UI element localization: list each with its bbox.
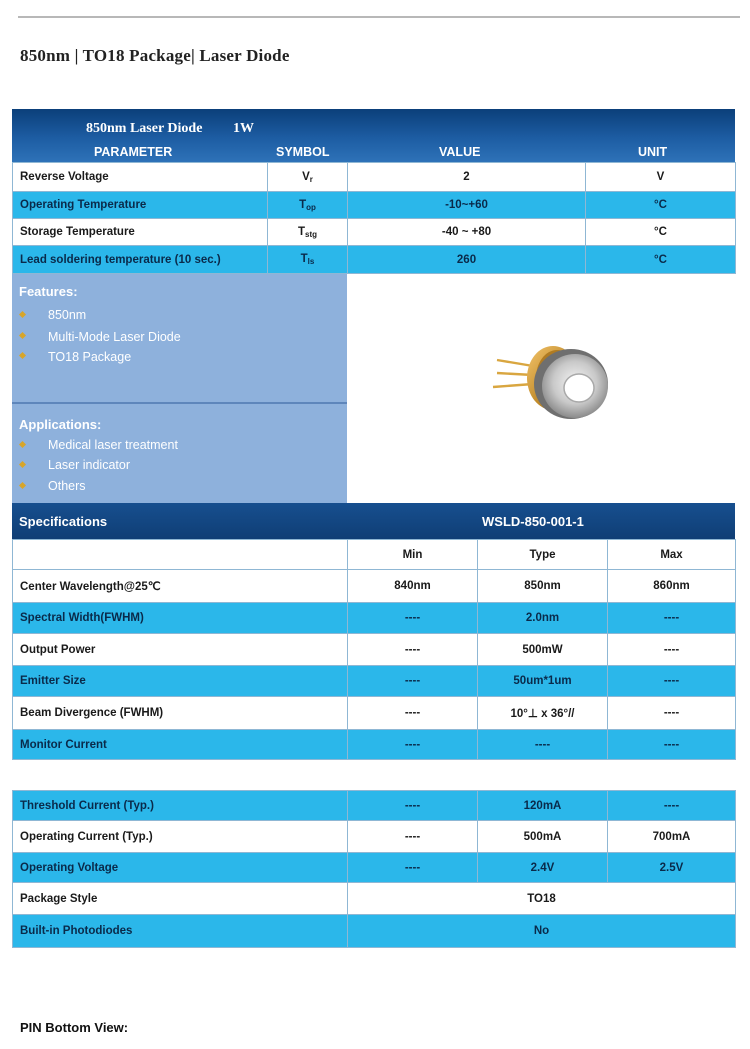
- specifications-table: [12, 539, 736, 948]
- bullet-icon: [19, 311, 26, 318]
- spec-max: ----: [608, 666, 736, 697]
- rating-symbol: $V_r$: [268, 163, 348, 192]
- specifications-header: [12, 503, 735, 539]
- spec-name: Output Power: [13, 634, 348, 666]
- spec-max: 860nm: [608, 570, 736, 603]
- col-symbol: SYMBOL: [276, 145, 330, 159]
- application-item: Others: [48, 479, 86, 493]
- feature-item: TO18 Package: [48, 350, 132, 364]
- table-row: [13, 666, 736, 697]
- applications-heading: Applications:: [19, 417, 102, 432]
- ratings-table: [12, 162, 736, 274]
- spec-name: Operating Voltage: [13, 853, 348, 883]
- features-heading: Features:: [19, 284, 78, 299]
- spec-type: 2.0nm: [478, 603, 608, 634]
- application-item: Medical laser treatment: [48, 438, 178, 452]
- spec-name: Operating Current (Typ.): [13, 821, 348, 853]
- table-row: [13, 570, 736, 603]
- spec-type: 500mW: [478, 634, 608, 666]
- spec-type: 120mA: [478, 791, 608, 821]
- spec-max: ----: [608, 730, 736, 760]
- rating-parameter: Storage Temperature: [13, 219, 268, 246]
- spec-name: Threshold Current (Typ.): [13, 791, 348, 821]
- spec-max: ----: [608, 791, 736, 821]
- table-row: [13, 791, 736, 821]
- spec-value: No: [348, 915, 736, 948]
- page-title: 850nm | TO18 Package| Laser Diode: [20, 46, 290, 65]
- spec-min: ----: [348, 791, 478, 821]
- spec-max: ----: [608, 634, 736, 666]
- spec-name: Built-in Photodiodes: [13, 915, 348, 948]
- bullet-icon: [19, 482, 26, 489]
- product-power: 1W: [233, 121, 254, 136]
- spec-name: Package Style: [13, 883, 348, 915]
- rating-unit: °C: [586, 246, 736, 274]
- spec-name: Monitor Current: [13, 730, 348, 760]
- rating-unit: °C: [586, 192, 736, 219]
- spec-name: Center Wavelength@25℃: [13, 570, 348, 603]
- table-row: [13, 821, 736, 853]
- bullet-icon: [19, 332, 26, 339]
- spec-type: 50um*1um: [478, 666, 608, 697]
- rating-parameter: Operating Temperature: [13, 192, 268, 219]
- spec-min: ----: [348, 697, 478, 730]
- diode-window: [564, 374, 594, 402]
- spec-name: Emitter Size: [13, 666, 348, 697]
- spec-max: ----: [608, 697, 736, 730]
- features-divider: [12, 402, 347, 404]
- table-row: [13, 192, 736, 219]
- ratings-header: [12, 109, 735, 162]
- features-panel: [12, 274, 347, 503]
- spec-min: ----: [348, 730, 478, 760]
- spec-name: Spectral Width(FWHM): [13, 603, 348, 634]
- rating-symbol: $T_{stg}$: [268, 219, 348, 246]
- spec-min: ----: [348, 853, 478, 883]
- model-number: WSLD-850-001-1: [482, 514, 584, 529]
- spec-type: 850nm: [478, 570, 608, 603]
- spec-min: ----: [348, 634, 478, 666]
- feature-item: Multi-Mode Laser Diode: [48, 330, 181, 344]
- table-row: [13, 853, 736, 883]
- product-name: 850nm Laser Diode: [86, 121, 203, 136]
- rating-symbol: $T_{ls}$: [268, 246, 348, 274]
- spacer-row: [13, 760, 736, 791]
- diode-leads: [493, 360, 533, 387]
- rating-symbol: $T_{op}$: [268, 192, 348, 219]
- features-section: [12, 274, 735, 503]
- table-row: [13, 730, 736, 760]
- col-unit: UNIT: [638, 145, 668, 159]
- spec-name: Beam Divergence (FWHM): [13, 697, 348, 730]
- table-row: [13, 163, 736, 192]
- col-type: Type: [478, 540, 608, 570]
- table-row: [13, 603, 736, 634]
- pin-bottom-view-label: PIN Bottom View:: [20, 1020, 129, 1035]
- spec-type: 2.4V: [478, 853, 608, 883]
- spec-max: 2.5V: [608, 853, 736, 883]
- table-row: [13, 697, 736, 730]
- table-row: [13, 915, 736, 948]
- rating-value: -40 ~ +80: [348, 219, 586, 246]
- table-header-row: [13, 540, 736, 570]
- spec-max: 700mA: [608, 821, 736, 853]
- table-row: [13, 246, 736, 274]
- table-row: [13, 634, 736, 666]
- col-value: VALUE: [439, 145, 481, 159]
- spec-min: ----: [348, 666, 478, 697]
- spec-min: ----: [348, 603, 478, 634]
- spec-max: ----: [608, 603, 736, 634]
- bullet-icon: [19, 461, 26, 468]
- bullet-icon: [19, 441, 26, 448]
- col-max: Max: [608, 540, 736, 570]
- spec-type: 10°⊥ x 36°//: [478, 697, 608, 730]
- rating-value: 2: [348, 163, 586, 192]
- table-row: [13, 219, 736, 246]
- col-parameter: PARAMETER: [94, 145, 173, 159]
- table-row: [13, 883, 736, 915]
- rating-unit: V: [586, 163, 736, 192]
- feature-item: 850nm: [48, 308, 87, 322]
- top-divider: [18, 16, 740, 18]
- bullet-icon: [19, 352, 26, 359]
- spec-min: ----: [348, 821, 478, 853]
- datasheet: [12, 109, 735, 948]
- spec-type: ----: [478, 730, 608, 760]
- spec-min: 840nm: [348, 570, 478, 603]
- rating-parameter: Reverse Voltage: [13, 163, 268, 192]
- rating-parameter: Lead soldering temperature (10 sec.): [13, 246, 268, 274]
- col-min: Min: [348, 540, 478, 570]
- rating-value: -10~+60: [348, 192, 586, 219]
- rating-unit: °C: [586, 219, 736, 246]
- spec-type: 500mA: [478, 821, 608, 853]
- product-image-area: [347, 274, 735, 503]
- spec-value: TO18: [348, 883, 736, 915]
- application-item: Laser indicator: [48, 458, 130, 472]
- laser-diode-image: [347, 274, 735, 503]
- specifications-heading: Specifications: [19, 514, 108, 529]
- rating-value: 260: [348, 246, 586, 274]
